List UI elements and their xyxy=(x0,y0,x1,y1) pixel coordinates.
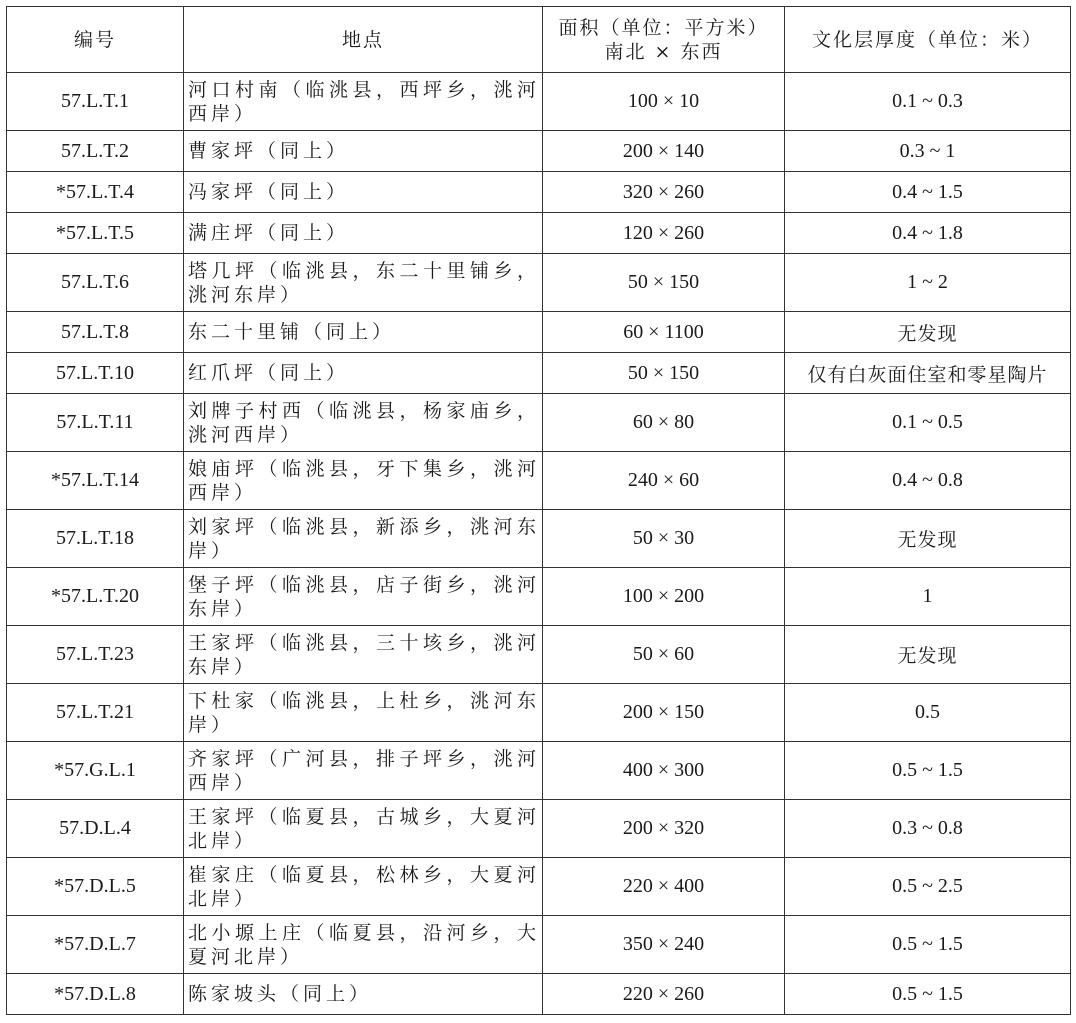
cell-depth: 0.3 ~ 1 xyxy=(785,131,1071,172)
cell-location: 崔家庄（临夏县，松林乡，大夏河北岸） xyxy=(184,858,543,916)
cell-id: *57.D.L.8 xyxy=(7,974,184,1015)
cell-id: 57.L.T.8 xyxy=(7,312,184,353)
cell-area: 320 × 260 xyxy=(543,172,785,213)
table-row xyxy=(7,858,1071,916)
header-location: 地点 xyxy=(184,7,543,73)
cell-location: 河口村南（临洮县，西坪乡，洮河西岸） xyxy=(184,73,543,131)
cell-area: 200 × 320 xyxy=(543,800,785,858)
header-depth: 文化层厚度（单位：米） xyxy=(785,7,1071,73)
cell-depth: 无发现 xyxy=(785,312,1071,353)
cell-id: *57.L.T.4 xyxy=(7,172,184,213)
cell-depth: 无发现 xyxy=(785,510,1071,568)
table-row xyxy=(7,452,1071,510)
cell-depth: 仅有白灰面住室和零星陶片 xyxy=(785,353,1071,394)
cell-area: 60 × 80 xyxy=(543,394,785,452)
header-row xyxy=(7,7,1071,73)
cell-depth: 0.3 ~ 0.8 xyxy=(785,800,1071,858)
table-body xyxy=(7,73,1071,1015)
table-row xyxy=(7,974,1071,1015)
table-row xyxy=(7,684,1071,742)
cell-area: 220 × 400 xyxy=(543,858,785,916)
cell-location: 王家坪（临洮县，三十垓乡，洮河东岸） xyxy=(184,626,543,684)
cell-area: 120 × 260 xyxy=(543,213,785,254)
cell-id: 57.L.T.18 xyxy=(7,510,184,568)
cell-depth: 0.5 xyxy=(785,684,1071,742)
cell-area: 200 × 140 xyxy=(543,131,785,172)
header-id: 编号 xyxy=(7,7,184,73)
cell-depth: 无发现 xyxy=(785,626,1071,684)
table-row xyxy=(7,312,1071,353)
cell-location: 齐家坪（广河县，排子坪乡，洮河西岸） xyxy=(184,742,543,800)
table-header xyxy=(7,7,1071,73)
cell-id: 57.L.T.2 xyxy=(7,131,184,172)
cell-depth: 0.5 ~ 1.5 xyxy=(785,916,1071,974)
cell-id: *57.D.L.7 xyxy=(7,916,184,974)
table-row xyxy=(7,626,1071,684)
cell-area: 50 × 30 xyxy=(543,510,785,568)
cell-depth: 0.1 ~ 0.3 xyxy=(785,73,1071,131)
cell-id: 57.L.T.11 xyxy=(7,394,184,452)
cell-location: 曹家坪（同上） xyxy=(184,131,543,172)
cell-location: 娘庙坪（临洮县，牙下集乡，洮河西岸） xyxy=(184,452,543,510)
cell-location: 冯家坪（同上） xyxy=(184,172,543,213)
table-row xyxy=(7,254,1071,312)
cell-location: 刘家坪（临洮县，新添乡，洮河东岸） xyxy=(184,510,543,568)
cell-location: 塔几坪（临洮县，东二十里铺乡，洮河东岸） xyxy=(184,254,543,312)
table-row xyxy=(7,916,1071,974)
cell-id: *57.L.T.14 xyxy=(7,452,184,510)
cell-depth: 0.4 ~ 1.5 xyxy=(785,172,1071,213)
site-survey-table xyxy=(6,6,1071,1015)
cell-area: 240 × 60 xyxy=(543,452,785,510)
cell-id: 57.D.L.4 xyxy=(7,800,184,858)
cell-id: 57.L.T.1 xyxy=(7,73,184,131)
table-row xyxy=(7,353,1071,394)
table-row xyxy=(7,172,1071,213)
cell-depth: 0.5 ~ 2.5 xyxy=(785,858,1071,916)
cell-id: *57.D.L.5 xyxy=(7,858,184,916)
cell-depth: 0.4 ~ 0.8 xyxy=(785,452,1071,510)
header-area xyxy=(543,7,785,73)
cell-location: 红爪坪（同上） xyxy=(184,353,543,394)
cell-area: 200 × 150 xyxy=(543,684,785,742)
cell-area: 100 × 10 xyxy=(543,73,785,131)
cell-location: 北小塬上庄（临夏县，沿河乡，大夏河北岸） xyxy=(184,916,543,974)
cell-location: 陈家坡头（同上） xyxy=(184,974,543,1015)
table-row xyxy=(7,213,1071,254)
cell-depth: 1 ~ 2 xyxy=(785,254,1071,312)
table-row xyxy=(7,73,1071,131)
cell-area: 100 × 200 xyxy=(543,568,785,626)
table-row xyxy=(7,394,1071,452)
cell-location: 东二十里铺（同上） xyxy=(184,312,543,353)
header-area-unit: 面积（单位：平方米） xyxy=(558,16,769,39)
cell-id: *57.G.L.1 xyxy=(7,742,184,800)
table-row xyxy=(7,510,1071,568)
cell-area: 220 × 260 xyxy=(543,974,785,1015)
cell-id: 57.L.T.6 xyxy=(7,254,184,312)
table-row xyxy=(7,800,1071,858)
site-table-container xyxy=(6,6,1070,1015)
cell-id: 57.L.T.21 xyxy=(7,684,184,742)
cell-location: 堡子坪（临洮县，店子街乡，洮河东岸） xyxy=(184,568,543,626)
cell-depth: 1 xyxy=(785,568,1071,626)
table-row xyxy=(7,568,1071,626)
cell-location: 刘牌子村西（临洮县，杨家庙乡，洮河西岸） xyxy=(184,394,543,452)
cell-depth: 0.4 ~ 1.8 xyxy=(785,213,1071,254)
cell-depth: 0.5 ~ 1.5 xyxy=(785,742,1071,800)
cell-area: 50 × 60 xyxy=(543,626,785,684)
cell-area: 400 × 300 xyxy=(543,742,785,800)
cell-id: *57.L.T.20 xyxy=(7,568,184,626)
cell-area: 50 × 150 xyxy=(543,254,785,312)
cell-id: 57.L.T.10 xyxy=(7,353,184,394)
cell-id: 57.L.T.23 xyxy=(7,626,184,684)
cell-area: 50 × 150 xyxy=(543,353,785,394)
table-row xyxy=(7,742,1071,800)
cell-depth: 0.5 ~ 1.5 xyxy=(785,974,1071,1015)
cell-depth: 0.1 ~ 0.5 xyxy=(785,394,1071,452)
header-area-dims: 南北 × 东西 xyxy=(604,40,723,63)
cell-id: *57.L.T.5 xyxy=(7,213,184,254)
cell-area: 350 × 240 xyxy=(543,916,785,974)
cell-area: 60 × 1100 xyxy=(543,312,785,353)
table-row xyxy=(7,131,1071,172)
cell-location: 王家坪（临夏县，古城乡，大夏河北岸） xyxy=(184,800,543,858)
cell-location: 下杜家（临洮县，上杜乡，洮河东岸） xyxy=(184,684,543,742)
cell-location: 满庄坪（同上） xyxy=(184,213,543,254)
